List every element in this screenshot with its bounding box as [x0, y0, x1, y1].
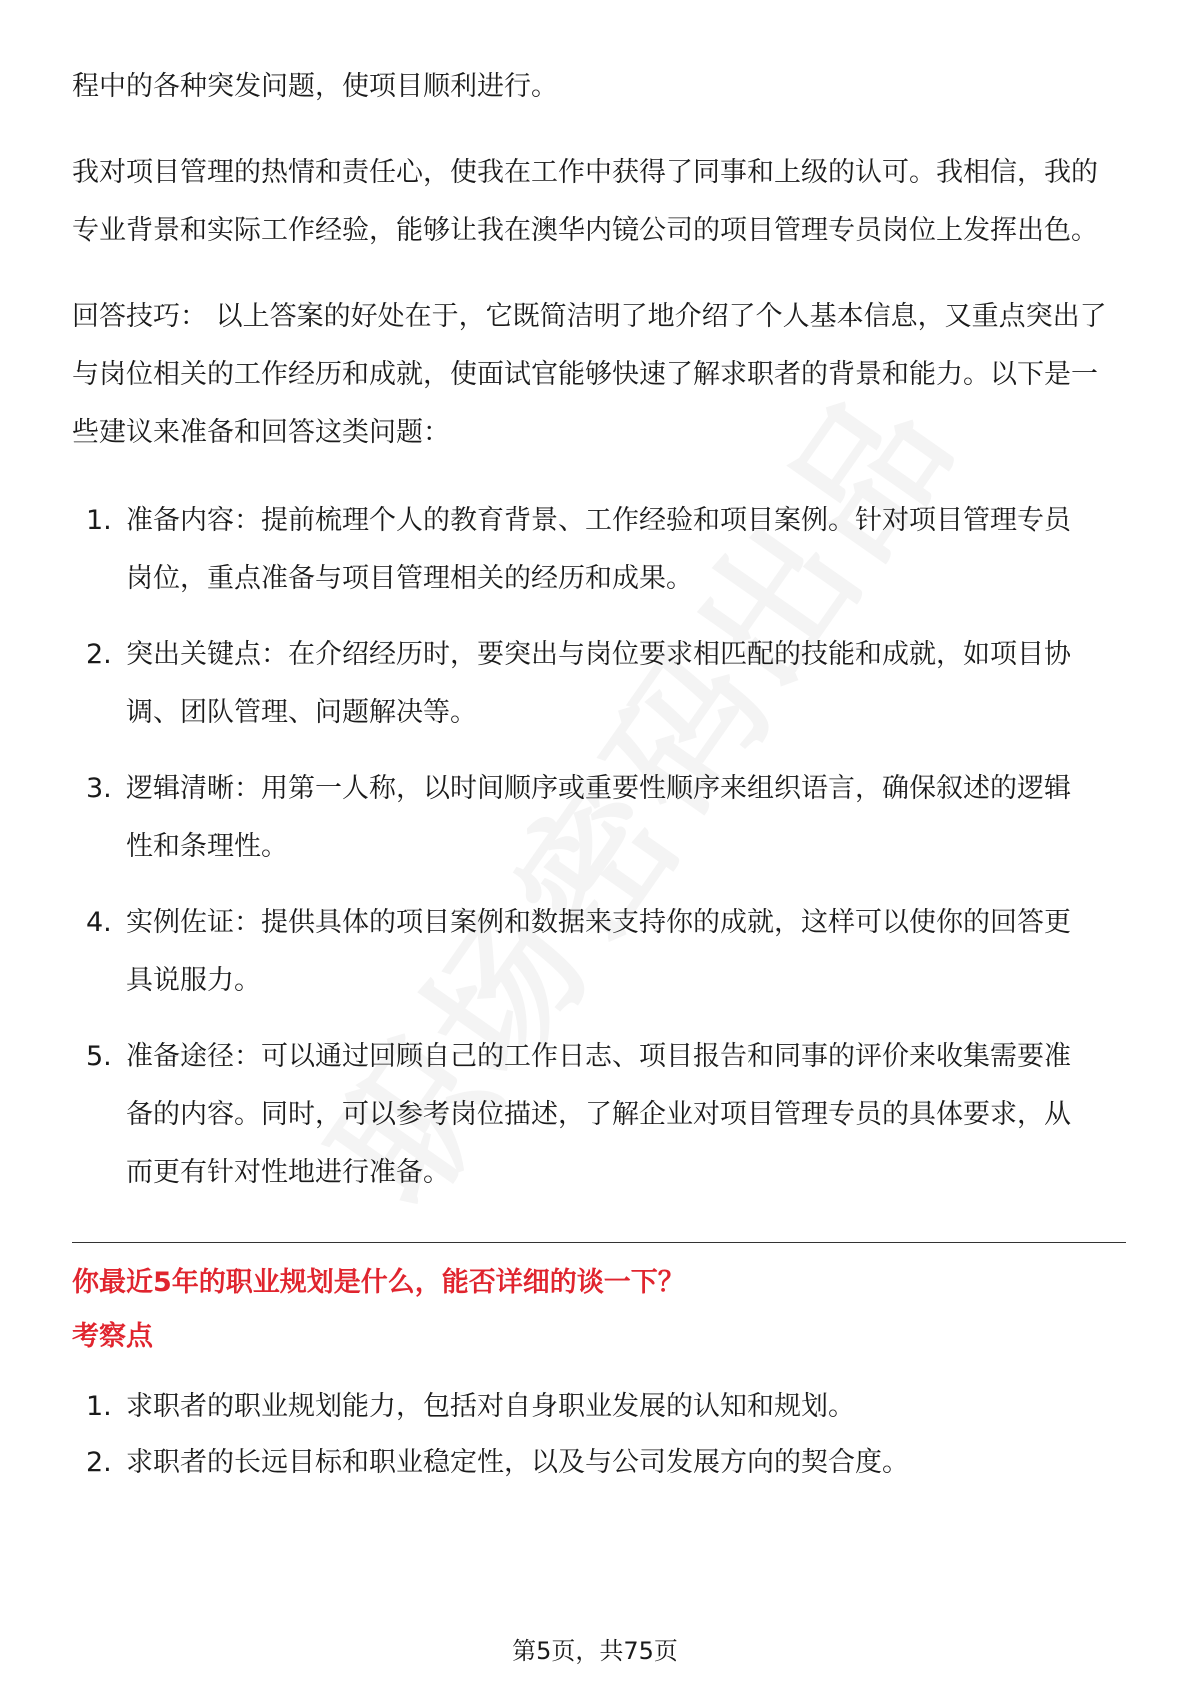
list-number: 3. — [86, 773, 112, 804]
list-item — [72, 760, 1082, 876]
list-text: 求职者的职业规划能力，包括对自身职业发展的认知和规划。 — [126, 1391, 855, 1422]
list-number: 1. — [86, 505, 112, 536]
list-number: 4. — [86, 907, 112, 938]
paragraph-answer-tips: 回答技巧： 以上答案的好处在于，它既简洁明了地介绍了个人基本信息，又重点突出了与岗位相关的工作经历和成就，使面试官能够快速了解求职者的背景和能力。以下是一些建议来准备和回答这类问题： — [72, 301, 1107, 448]
list-number: 2. — [86, 1447, 112, 1478]
list-number: 5. — [86, 1041, 112, 1072]
list-text: 突出关键点：在介绍经历时，要突出与岗位要求相匹配的技能和成就，如项目协调、团队管理、问题解决等。 — [126, 639, 1071, 728]
page-number-footer: 第5页，共75页 — [512, 1637, 678, 1665]
paragraph-continuation: 程中的各种突发问题，使项目顺利进行。 — [72, 71, 558, 102]
list-item — [72, 894, 1082, 1010]
page-content — [72, 58, 1122, 1491]
paragraph-passion: 我对项目管理的热情和责任心，使我在工作中获得了同事和上级的认可。我相信，我的专业背景和实际工作经验，能够让我在澳华内镜公司的项目管理专员岗位上发挥出色。 — [72, 157, 1098, 246]
list-number: 2. — [86, 639, 112, 670]
section-divider — [72, 1242, 1126, 1243]
list-item — [72, 626, 1082, 742]
list-text: 准备途径：可以通过回顾自己的工作日志、项目报告和同事的评价来收集需要准备的内容。同时，可以参考岗位描述，了解企业对项目管理专员的具体要求，从而更有针对性地进行准备。 — [126, 1041, 1071, 1188]
focus-heading: 考察点 — [72, 1321, 153, 1352]
list-text: 求职者的长远目标和职业稳定性，以及与公司发展方向的契合度。 — [126, 1447, 909, 1478]
focus-list — [72, 1379, 1082, 1491]
list-text: 逻辑清晰：用第一人称，以时间顺序或重要性顺序来组织语言，确保叙述的逻辑性和条理性。 — [126, 773, 1071, 862]
list-item — [72, 1435, 1082, 1491]
question-heading: 你最近5年的职业规划是什么，能否详细的谈一下？ — [72, 1267, 685, 1298]
list-text: 准备内容：提前梳理个人的教育背景、工作经验和项目案例。针对项目管理专员岗位，重点准备与项目管理相关的经历和成果。 — [126, 505, 1071, 594]
tips-list — [72, 492, 1082, 1202]
list-text: 实例佐证：提供具体的项目案例和数据来支持你的成就，这样可以使你的回答更具说服力。 — [126, 907, 1071, 996]
list-number: 1. — [86, 1391, 112, 1422]
list-item — [72, 1379, 1082, 1435]
list-item — [72, 1028, 1082, 1202]
list-item — [72, 492, 1082, 608]
